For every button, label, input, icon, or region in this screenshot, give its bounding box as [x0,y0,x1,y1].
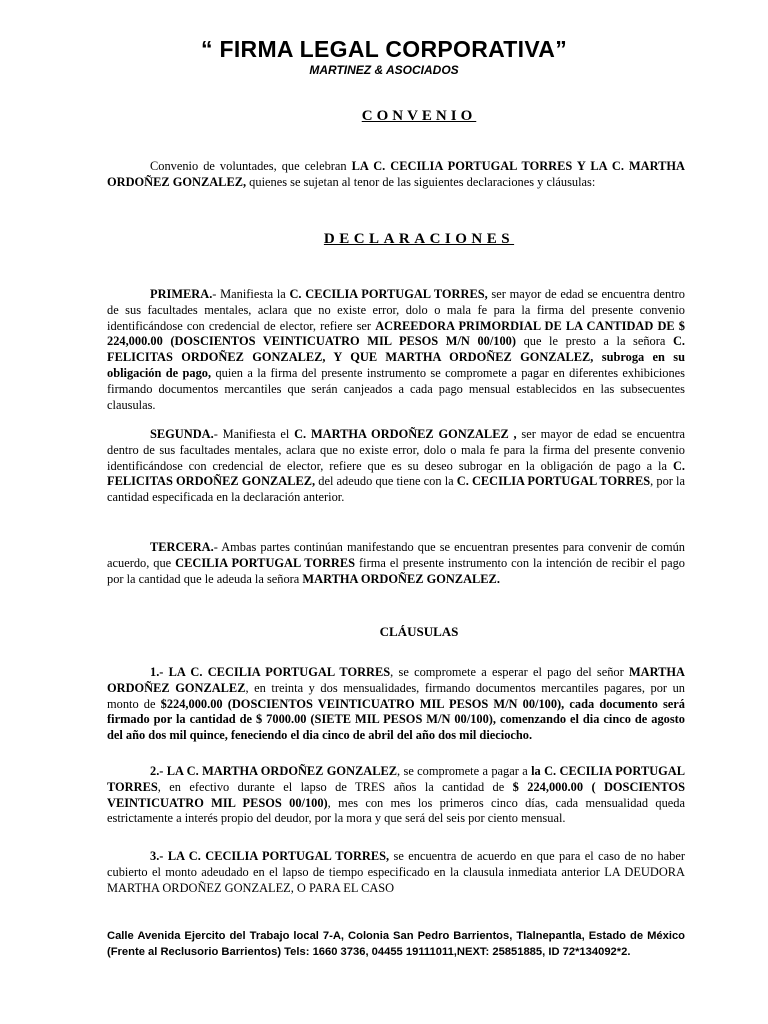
clause-3: 3.- LA C. CECILIA PORTUGAL TORRES, se encuentra de acuerdo en que para el caso de no haber cubierto el monto adeudado en el lapso de tiempo especificado en la clausula inmediata anterior LA DEUDORA MARTHA ORDOÑEZ GONZALEZ, O PARA EL CASO [107,849,685,895]
declaration-segunda: SEGUNDA.- Manifiesta el C. MARTHA ORDOÑEZ GONZALEZ , ser mayor de edad se encuentra dentro de sus facultades mentales, aclara que no existe error, dolo o mala fe para la firma del presente convenio identificándose con credencial de elector, refiere que es su deseo subrogar en la obligación de pago a la C. FELICITAS ORDOÑEZ GONZALEZ, del adeudo que tiene con la C. CECILIA PORTUGAL TORRES, por la cantidad especificada en la declaración anterior. [107,427,685,505]
intro-paragraph: Convenio de voluntades, que celebran LA C. CECILIA PORTUGAL TORRES Y LA C. MARTHA ORDOÑEZ GONZALEZ, quienes se sujetan al tenor de las siguientes declaraciones y cláusulas: [107,159,685,189]
clause-2: 2.- LA C. MARTHA ORDOÑEZ GONZALEZ, se compromete a pagar a la C. CECILIA PORTUGAL TORRES, en efectivo durante el lapso de TRES años la cantidad de $ 224,000.00 ( DOSCIENTOS VEINTICUATRO MIL PESOS 00/100), mes con mes los primeros cinco días, cada mensualidad queda estrictamente a interés propio del deudor, por la mora y que será del seis por ciento mensual. [107,764,686,826]
footer-address: Calle Avenida Ejercito del Trabajo local 7-A, Colonia San Pedro Barrientos, Tlalnepantla, Estado de México (Frente al Reclusorio Barrientos) Tels: 1660 3736, 04455 19111011,NEXT: 25851885, ID 72*134092*2. [107,930,685,958]
heading-convenio: CONVENIO [361,108,477,124]
firm-subtitle: MARTINEZ & ASOCIADOS [309,63,459,77]
declaration-tercera: TERCERA.- Ambas partes continúan manifestando que se encuentran presentes para convenir de común acuerdo, que CECILIA PORTUGAL TORRES firma el presente instrumento con la intención de recibir el pago por la cantidad que le adeuda la señora MARTHA ORDOÑEZ GONZALEZ. [107,540,685,586]
firm-title: “ FIRMA LEGAL CORPORATIVA” [201,36,567,62]
heading-declaraciones: DECLARACIONES [323,231,515,247]
heading-clausulas: CLÁUSULAS [379,624,459,639]
clause-1: 1.- LA C. CECILIA PORTUGAL TORRES, se compromete a esperar el pago del señor MARTHA ORDOÑEZ GONZALEZ, en treinta y dos mensualidades, firmando documentos mercantiles pagares, por un monto de $224,000.00 (DOSCIENTOS VEINTICUATRO MIL PESOS M/N 00/100), cada documento será firmado por la cantidad de $ 7000.00 (SIETE MIL PESOS M/N 00/100), comenzando el dia cinco de agosto del año dos mil quince, feneciendo el dia cinco de abril del año dos mil dieciocho. [107,665,685,743]
declaration-primera: PRIMERA.- Manifiesta la C. CECILIA PORTUGAL TORRES, ser mayor de edad se encuentra dentro de sus facultades mentales, aclara que no existe error, dolo o mala fe para la firma del presente convenio identificándose con credencial de elector, refiere ser ACREEDORA PRIMORDIAL DE LA CANTIDAD DE $ 224,000.00 (DOSCIENTOS VEINTICUATRO MIL PESOS M/N 00/100) que le presto a la señora C. FELICITAS ORDOÑEZ GONZALEZ, Y QUE MARTHA ORDOÑEZ GONZALEZ, subroga en su obligación de pago, quien a la firma del presente instrumento se compromete a pagar en diferentes exhibiciones firmando documentos mercantiles que serán canjeados a cada pago mensual establecidos en las subsecuentes clausulas. [107,287,686,412]
